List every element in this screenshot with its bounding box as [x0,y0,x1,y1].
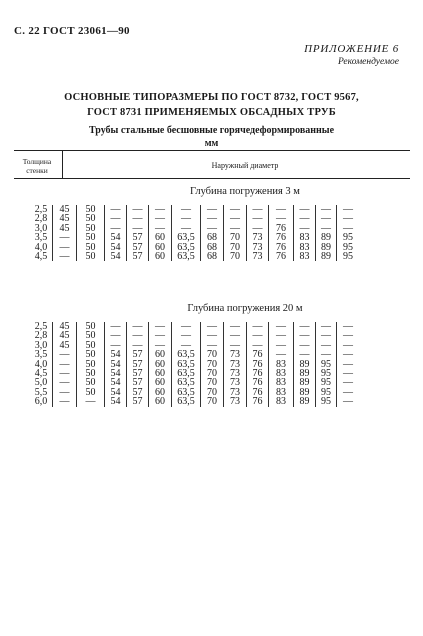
diameter-cell: — [224,341,247,350]
diameter-cell: 50 [77,341,105,350]
diameter-cell: — [337,341,360,350]
diameter-cell: 73 [224,388,247,397]
diameter-cell: 60 [149,388,172,397]
diameter-cell: — [53,378,77,387]
wall-thickness-cell: 2,8 [34,213,48,225]
diameter-cell: 76 [247,369,269,378]
section-title-3m: Глубина погружения 3 м [190,186,300,197]
diameter-cell: — [294,322,316,331]
diameter-cell: — [294,205,316,214]
diameter-cell: 73 [247,252,269,261]
diameter-cell: 57 [127,378,149,387]
diameter-cell: — [53,252,77,261]
diameter-cell: 60 [149,360,172,369]
wall-thickness-cell: 3,5 [34,349,48,361]
wall-thickness-cell: 2,5 [34,321,48,332]
diameter-cell: 73 [224,360,247,369]
diameter-cell: — [149,224,172,233]
diameter-cell: 63,5 [172,350,201,359]
diameter-cell: — [127,322,149,331]
page-header: С. 22 ГОСТ 23061—90 [14,25,130,37]
diameter-cell: — [53,388,77,397]
wall-thickness-cell: 2,5 [34,204,48,215]
wall-thickness-cell: 3,5 [34,232,48,244]
diameter-cell: 57 [127,369,149,378]
diameter-cell: 60 [149,350,172,359]
diameter-cell: 57 [127,243,149,252]
diameter-cell: — [247,341,269,350]
appendix-title: ПРИЛОЖЕНИЕ 6 [304,43,399,55]
diameter-cell: 50 [77,214,105,223]
diameter-cell: — [201,331,224,340]
diameter-cell: 50 [77,388,105,397]
diameter-cell: — [53,360,77,369]
diameter-cell: — [337,224,360,233]
diameter-cell: 83 [294,243,316,252]
header-divider [62,150,63,178]
diameter-cell: — [127,341,149,350]
diameter-cell: 45 [53,322,77,331]
diameter-cell: — [224,331,247,340]
diameter-cell: 63,5 [172,252,201,261]
diameter-cell: — [337,369,360,378]
diameter-cell: 70 [224,252,247,261]
diameter-cell: — [294,214,316,223]
wall-thickness-cell: 4,5 [34,368,48,380]
diameter-cell: — [172,322,201,331]
diameter-cell: — [201,322,224,331]
diameter-cell: 50 [77,331,105,340]
diameter-cell: 63,5 [172,369,201,378]
diameter-cell: 95 [337,243,360,252]
diameter-cell: — [337,205,360,214]
diameter-cell: 83 [269,388,294,397]
diameter-cell: — [201,205,224,214]
diameter-cell: — [337,214,360,223]
diameter-cell: 76 [247,378,269,387]
table-header-rule [14,178,410,179]
diameter-cell: — [149,214,172,223]
diameter-cell: — [149,331,172,340]
diameter-cell: — [269,331,294,340]
diameter-cell: 70 [224,233,247,242]
wall-thickness-cell: 4,0 [34,241,48,253]
diameter-cell: 54 [105,369,127,378]
diameter-cell: 73 [224,378,247,387]
diameter-cell: 60 [149,252,172,261]
diameter-cell: 50 [77,252,105,261]
diameter-cell: — [127,331,149,340]
diameter-cell: 73 [224,397,247,406]
appendix-note: Рекомендуемое [337,57,399,67]
diameter-cell: 73 [247,233,269,242]
diameter-cell: 57 [127,350,149,359]
diameter-cell: 76 [247,397,269,406]
subtitle-line-1: Трубы стальные бесшовные горячедеформированные [88,125,335,136]
diameter-cell: 45 [53,224,77,233]
diameter-cell: — [337,360,360,369]
diameter-cell: — [53,243,77,252]
diameter-cell: 73 [247,243,269,252]
diameter-cell: 50 [77,322,105,331]
diameter-cell: 57 [127,388,149,397]
diameter-cell: 95 [316,360,337,369]
table-row [30,252,359,261]
diameter-cell: 95 [316,397,337,406]
diameter-cell: — [224,214,247,223]
diameter-cell: — [105,341,127,350]
diameter-cell: — [316,331,337,340]
diameter-cell: — [105,331,127,340]
wall-thickness-cell: 6,0 [34,396,48,408]
table-row [30,397,359,406]
diameter-cell: 68 [201,252,224,261]
diameter-cell: 76 [247,360,269,369]
diameter-cell: — [294,331,316,340]
diameter-cell: — [337,322,360,331]
diameter-cell: 50 [77,224,105,233]
diameter-cell: — [201,224,224,233]
diameter-cell: 76 [269,243,294,252]
diameter-cell: — [172,224,201,233]
diameter-cell: 50 [77,233,105,242]
diameter-cell: 50 [77,243,105,252]
wall-thickness-cell: 2,8 [34,330,48,342]
diameter-cell: 70 [201,397,224,406]
wall-thickness-cell: 3,0 [34,339,48,351]
diameter-cell: — [269,205,294,214]
diameter-cell: 70 [224,243,247,252]
diameter-cell: 95 [337,252,360,261]
diameter-cell: — [337,397,360,406]
section-title-20m: Глубина погружения 20 м [187,303,303,314]
wall-thickness-cell: 4,5 [34,251,48,263]
diameter-cell: 45 [53,331,77,340]
diameter-cell: 89 [294,388,316,397]
diameter-cell: — [269,341,294,350]
diameter-cell: 89 [316,233,337,242]
wall-thickness-cell: 5,5 [34,386,48,398]
document-title [0,90,423,120]
diameter-cell: — [224,322,247,331]
diameter-cell: — [247,205,269,214]
diameter-cell: 76 [247,350,269,359]
table-subtitle [0,124,423,150]
diameter-cell: — [316,205,337,214]
header-outer-diameter: Наружный диаметр [211,161,279,170]
diameter-cell: 70 [201,350,224,359]
diameter-cell: 89 [316,252,337,261]
diameter-cell: 50 [77,205,105,214]
diameter-cell: 83 [269,360,294,369]
diameter-cell: — [201,214,224,223]
diameter-cell: 50 [77,360,105,369]
diameter-cell: — [172,205,201,214]
diameter-cell: — [172,331,201,340]
diameter-cell: — [294,350,316,359]
diameter-cell: 76 [269,252,294,261]
diameter-cell: 89 [294,360,316,369]
diameter-cell: — [105,205,127,214]
diameter-cell: 60 [149,233,172,242]
diameter-cell: — [316,350,337,359]
diameter-cell: 95 [316,369,337,378]
diameter-cell: 60 [149,369,172,378]
diameter-cell: 83 [269,369,294,378]
diameter-cell: — [316,224,337,233]
diameter-cell: — [316,214,337,223]
diameter-cell: 89 [294,369,316,378]
diameter-cell: 76 [269,224,294,233]
diameter-cell: — [127,205,149,214]
diameter-cell: — [172,341,201,350]
diameter-cell: 54 [105,360,127,369]
diameter-cell: — [294,341,316,350]
wall-thickness-cell: 5,0 [34,377,48,389]
diameter-cell: — [149,205,172,214]
diameter-cell: 50 [77,378,105,387]
diameter-cell: 57 [127,360,149,369]
diameter-cell: — [224,205,247,214]
diameter-cell: — [269,322,294,331]
diameter-cell: 70 [201,360,224,369]
diameter-cell: 73 [224,350,247,359]
diameter-cell: — [53,350,77,359]
diameter-cell: 50 [77,369,105,378]
diameter-cell: 89 [294,397,316,406]
diameter-cell: 54 [105,243,127,252]
diameter-cell: 54 [105,388,127,397]
diameter-cell: 45 [53,205,77,214]
diameter-cell: 83 [294,233,316,242]
diameter-cell: 83 [294,252,316,261]
diameter-cell: — [53,369,77,378]
diameter-cell: 70 [201,369,224,378]
diameter-cell: 57 [127,233,149,242]
diameter-cell: 54 [105,233,127,242]
diameter-cell: 76 [269,233,294,242]
wall-thickness-cell: 3,0 [34,222,48,234]
diameter-cell: 60 [149,397,172,406]
diameter-cell: 83 [269,378,294,387]
diameter-cell: — [247,331,269,340]
diameter-cell: — [53,233,77,242]
diameter-cell: — [337,388,360,397]
diameter-cell: 95 [316,378,337,387]
title-line-2: ГОСТ 8731 ПРИМЕНЯЕМЫХ ОБСАДНЫХ ТРУБ [87,107,336,118]
header-wall-thickness: Толщина стенки [22,157,52,175]
diameter-cell: — [201,341,224,350]
title-line-1: ОСНОВНЫЕ ТИПОРАЗМЕРЫ ПО ГОСТ 8732, ГОСТ 9567, [64,92,359,103]
depth-3m-table [30,205,359,261]
diameter-cell: 95 [316,388,337,397]
diameter-cell: 60 [149,243,172,252]
diameter-cell: 63,5 [172,378,201,387]
diameter-cell: — [105,322,127,331]
diameter-cell: 63,5 [172,233,201,242]
diameter-cell: — [316,341,337,350]
diameter-cell: — [247,224,269,233]
diameter-cell: — [149,322,172,331]
diameter-cell: 54 [105,350,127,359]
diameter-cell: — [337,350,360,359]
diameter-cell: 63,5 [172,243,201,252]
diameter-cell: — [105,214,127,223]
diameter-cell: 76 [247,388,269,397]
diameter-cell: 45 [53,341,77,350]
diameter-cell: 54 [105,378,127,387]
diameter-cell: — [224,224,247,233]
diameter-cell: — [105,224,127,233]
table-top-rule [14,150,410,151]
diameter-cell: 57 [127,252,149,261]
diameter-cell: — [294,224,316,233]
diameter-cell: 57 [127,397,149,406]
diameter-cell: 63,5 [172,360,201,369]
diameter-cell: — [149,341,172,350]
depth-20m-table [30,322,359,407]
diameter-cell: 89 [294,378,316,387]
diameter-cell: — [316,322,337,331]
diameter-cell: — [247,322,269,331]
diameter-cell: 63,5 [172,397,201,406]
diameter-cell: 95 [337,233,360,242]
diameter-cell: — [337,378,360,387]
diameter-cell: 73 [224,369,247,378]
diameter-cell: — [269,350,294,359]
diameter-cell: — [53,397,77,406]
diameter-cell: 54 [105,252,127,261]
wall-thickness-cell: 4,0 [34,358,48,370]
diameter-cell: 68 [201,243,224,252]
diameter-cell: 50 [77,350,105,359]
diameter-cell: — [77,397,105,406]
diameter-cell: — [337,331,360,340]
diameter-cell: — [127,214,149,223]
diameter-cell: 60 [149,378,172,387]
diameter-cell: 89 [316,243,337,252]
diameter-cell: 70 [201,378,224,387]
diameter-cell: 54 [105,397,127,406]
diameter-cell: — [269,214,294,223]
diameter-cell: 70 [201,388,224,397]
diameter-cell: — [172,214,201,223]
diameter-cell: 68 [201,233,224,242]
subtitle-units: мм [204,138,219,149]
diameter-cell: 83 [269,397,294,406]
diameter-cell: — [127,224,149,233]
diameter-cell: — [247,214,269,223]
diameter-cell: 45 [53,214,77,223]
diameter-cell: 63,5 [172,388,201,397]
